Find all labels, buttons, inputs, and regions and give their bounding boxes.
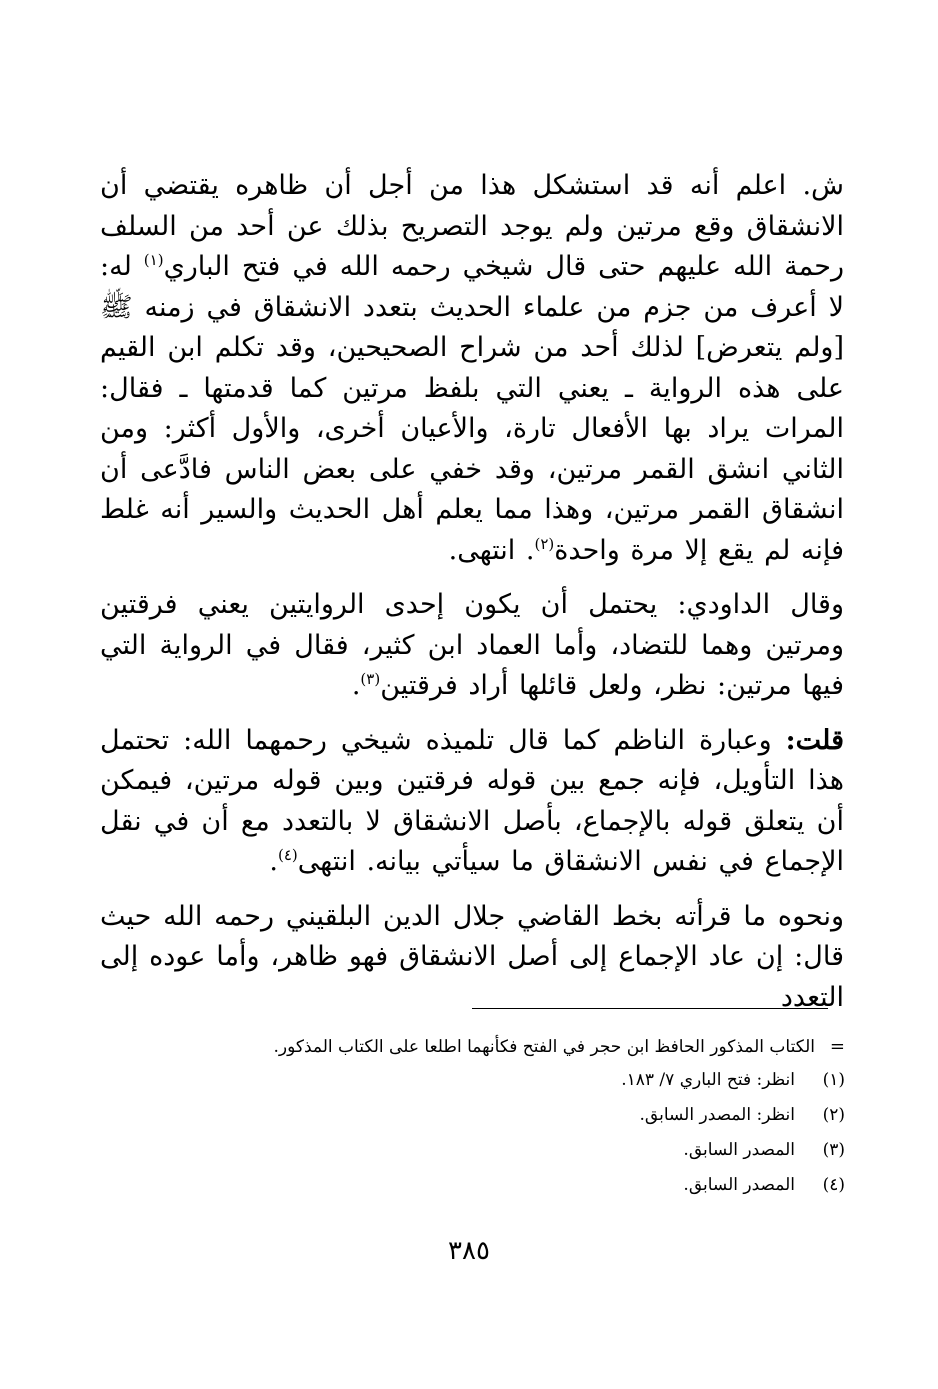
text-segment: ونحوه ما قرأته بخط القاضي جلال الدين البلقيني رحمه الله حيث قال: إن عاد الإجماع إلى أصل الانشقاق فهو ظاهر، وأما عوده إلى التعدد — [100, 900, 844, 1013]
footnote-continuation — [140, 1036, 845, 1070]
footnote-number: (٤) — [822, 1175, 845, 1195]
footnote-item — [140, 1175, 845, 1210]
text-segment: . — [351, 670, 361, 701]
footnote-number: (٣) — [822, 1140, 845, 1160]
footnote-separator — [472, 1008, 828, 1009]
paragraph — [100, 721, 844, 883]
text-segment: له: لا أعرف من جزم من علماء الحديث بتعدد الانشقاق في زمنه ﷺ [ولم يتعرض] لذلك أحد من شراح الصحيحين، وقد تكلم ابن القيم على هذه الرواية ـ يعني التي بلفظ مرتين كما قدمتها ـ فقال: المرات يراد بها الأفعال تارة، والأعيان أخرى، والأول أكثر: ومن الثاني انشق القمر مرتين، وقد خفي على بعض الناس فادَّعى أن انشقاق القمر مرتين، وهذا مما يعلم أهل الحديث والسير أنه غلط فإنه لم يقع إلا مرة واحدة — [100, 251, 844, 566]
main-text — [100, 166, 844, 1018]
footnote-reference: (٢) — [534, 534, 555, 553]
bold-lead-in: قلت: — [785, 724, 844, 756]
continuation-text: الكتاب المذكور الحافظ ابن حجر في الفتح فكأنهما اطلعا على الكتاب المذكور. — [273, 1037, 815, 1057]
footnote-number: (١) — [822, 1070, 845, 1090]
footnote-item — [140, 1070, 845, 1105]
paragraph — [100, 585, 844, 707]
text-segment: وعبارة الناظم كما قال تلميذه شيخي رحمهما الله: تحتمل هذا التأويل، فإنه جمع بين قوله فرقتين وبين قوله مرتين، فيمكن أن يتعلق قوله بالإجماع، بأصل الانشقاق لا بالتعدد مع أن في نقل الإجماع في نفس الانشقاق ما سيأتي بيانه. انتهى — [100, 724, 844, 877]
footnote-text: المصدر السابق. — [683, 1140, 795, 1160]
continuation-marker: = — [829, 1036, 845, 1057]
text-segment: . — [269, 846, 278, 877]
text-segment: ش. اعلم أنه قد استشكل هذا من أجل أن ظاهره يقتضي أن الانشقاق وقع مرتين ولم يوجد التصريح بذلك عن أحد من السلف رحمة الله عليهم حتى قال شيخي رحمه الله في فتح الباري — [100, 170, 844, 282]
footnote-text: المصدر السابق. — [683, 1175, 795, 1195]
paragraph — [100, 166, 844, 571]
footnote-reference: (٤) — [277, 846, 298, 864]
text-segment: . انتهى. — [448, 534, 535, 566]
paragraph — [100, 897, 844, 1019]
footnote-reference: (١) — [143, 251, 164, 269]
footnote-reference: (٣) — [360, 670, 381, 688]
footnote-text: انظر: فتح الباري ٧/ ١٨٣. — [621, 1070, 795, 1090]
footnote-number: (٢) — [822, 1105, 845, 1125]
footnote-item — [140, 1140, 845, 1175]
footnotes — [140, 1036, 845, 1210]
page-number: ٣٨٥ — [448, 1236, 490, 1266]
text-segment: وقال الداودي: يحتمل أن يكون إحدى الروايتين يعني فرقتين ومرتين وهما للتضاد، وأما العماد ابن كثير، فقال في الرواية التي فيها مرتين: نظر، ولعل قائلها أراد فرقتين — [100, 589, 844, 701]
footnote-text: انظر: المصدر السابق. — [639, 1105, 795, 1125]
footnote-item — [140, 1105, 845, 1140]
